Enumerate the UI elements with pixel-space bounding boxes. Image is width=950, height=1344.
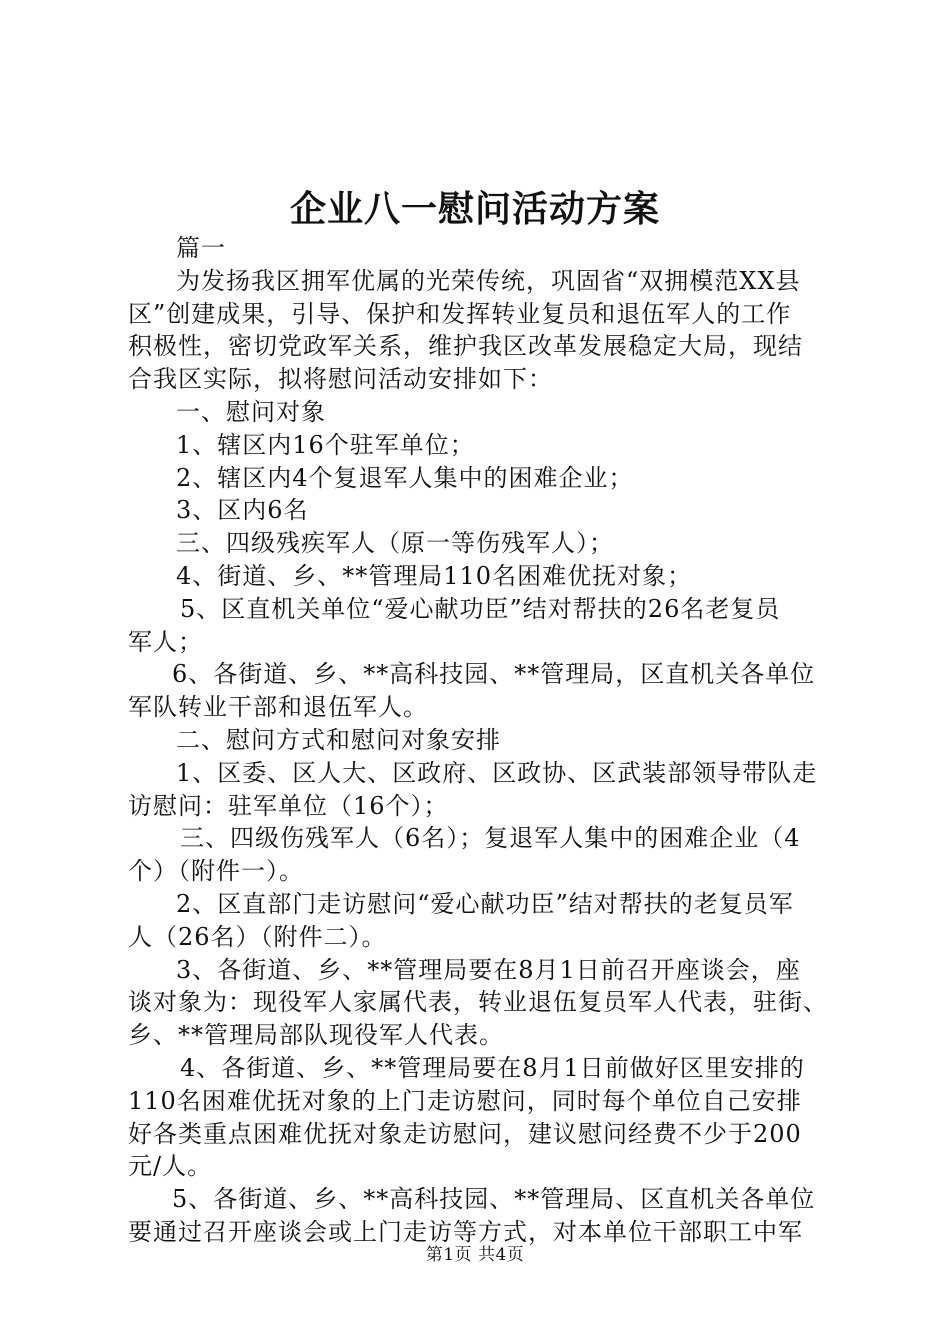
text-line: 1、辖区内16个驻军单位； xyxy=(176,430,475,459)
text-line: 5、各街道、乡、**高科技园、**管理局、区直机关各单位 xyxy=(172,1185,816,1214)
text-line: 三、四级伤残军人（6名）；复退军人集中的困难企业（4 xyxy=(180,824,801,853)
text-line: 二、慰问方式和慰问对象安排 xyxy=(176,725,501,754)
text-line: 积极性，密切党政军关系，维护我区改革发展稳定大局，现结 xyxy=(128,332,803,361)
text-line: 谈对象为：现役军人家属代表，转业退伍复员军人代表，驻街、 xyxy=(128,988,828,1017)
document-body xyxy=(128,232,838,1249)
text-line: 军队转业干部和退伍军人。 xyxy=(128,693,428,722)
text-line: 2、区直部门走访慰问“爱心献功臣”结对帮扶的老复员军 xyxy=(176,889,794,918)
text-line: 3、区内6名 xyxy=(176,496,309,525)
text-line: 好各类重点困难优抚对象走访慰问，建议慰问经费不少于200 xyxy=(128,1119,802,1148)
text-line: 区”创建成果，引导、保护和发挥转业复员和退伍军人的工作 xyxy=(128,299,792,328)
text-line: 一、慰问对象 xyxy=(176,397,326,426)
text-line: 1、区委、区人大、区政府、区政协、区武装部领导带队走 xyxy=(176,758,818,787)
text-line: 军人； xyxy=(128,627,203,656)
text-line: 4、街道、乡、**管理局110名困难优抚对象； xyxy=(176,561,693,590)
text-line: 三、四级残疾军人（原一等伤残军人）； xyxy=(176,529,614,558)
text-line: 2、辖区内4个复退军人集中的困难企业； xyxy=(176,463,634,492)
text-line: 要通过召开座谈会或上门走访等方式，对本单位干部职工中军 xyxy=(128,1217,803,1246)
text-line: 元/人。 xyxy=(128,1152,213,1181)
text-line: 人（26名）（附件二）。 xyxy=(128,922,387,951)
text-line: 篇一 xyxy=(176,234,226,262)
text-line: 5、区直机关单位“爱心献功臣”结对帮扶的26名老复员 xyxy=(180,594,781,623)
text-line: 3、各街道、乡、**管理局要在8月1日前召开座谈会，座 xyxy=(176,955,801,984)
text-line: 访慰问：驻军单位（16个）； xyxy=(128,791,449,820)
text-line: 乡、**管理局部队现役军人代表。 xyxy=(128,1021,504,1050)
text-line: 合我区实际，拟将慰问活动安排如下： xyxy=(128,365,553,394)
page-footer: 第1页 共4页 xyxy=(425,1245,525,1265)
text-line: 6、各街道、乡、**高科技园、**管理局，区直机关各单位 xyxy=(172,660,816,689)
document-title: 企业八一慰问活动方案 xyxy=(289,188,660,230)
text-line: 4、各街道、乡、**管理局要在8月1日前做好区里安排的 xyxy=(180,1053,805,1082)
text-line: 为发扬我区拥军优属的光荣传统，巩固省“双拥模范XX县 xyxy=(176,266,801,295)
text-line: 个）（附件一）。 xyxy=(128,857,304,886)
text-line: 110名困难优抚对象的上门走访慰问，同时每个单位自己安排 xyxy=(128,1086,802,1115)
